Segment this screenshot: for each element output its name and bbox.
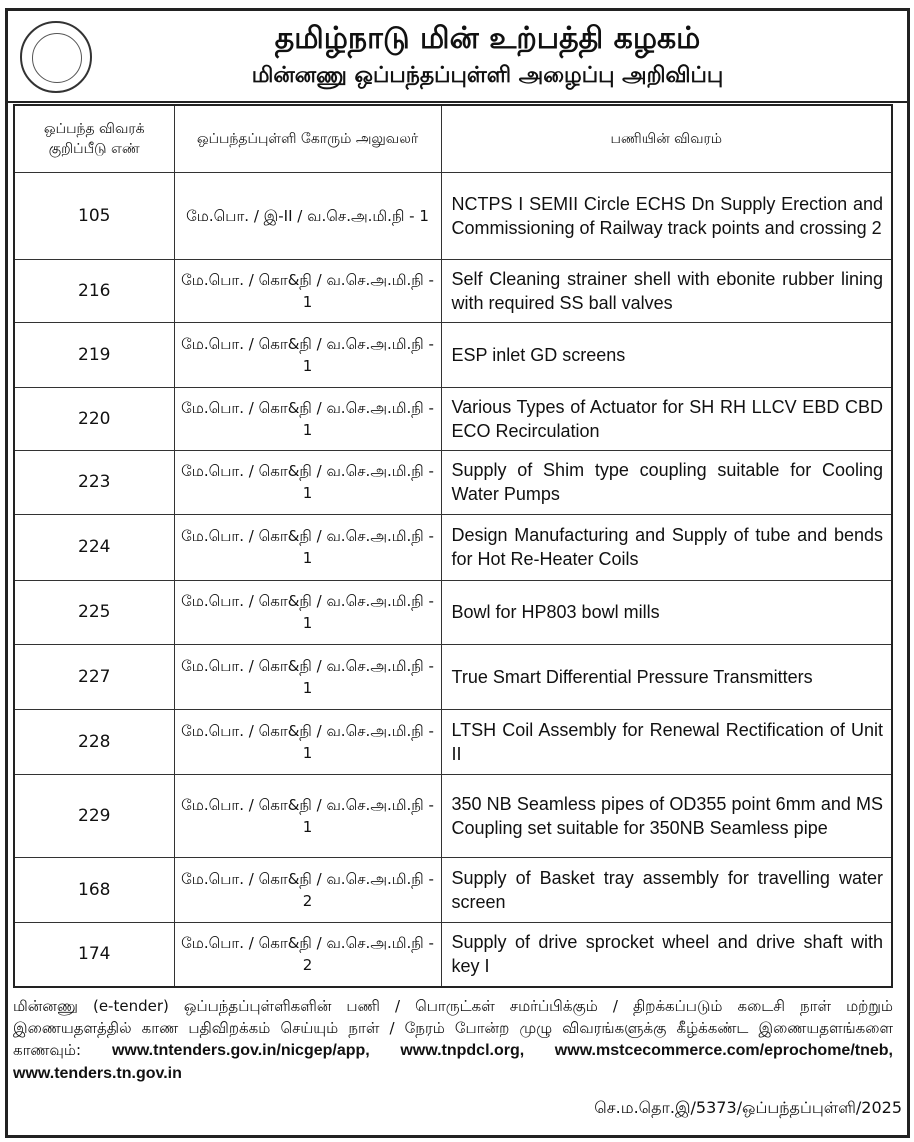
work-description: Self Cleaning strainer shell with ebonite rubber lining with required SS ball valves [441, 259, 892, 322]
table-row [14, 387, 892, 450]
organization-title: தமிழ்நாடு மின் உற்பத்தி கழகம் [274, 21, 701, 56]
officer: மே.பொ. / கொ&நி / வ.செ.அ.மி.நி - 1 [174, 580, 441, 644]
ref-number: 224 [14, 514, 174, 580]
table-row [14, 514, 892, 580]
ref-number: 174 [14, 922, 174, 987]
work-description: NCTPS I SEMII Circle ECHS Dn Supply Erection and Commissioning of Railway track points and crossing 2 [441, 172, 892, 259]
ref-number: 223 [14, 450, 174, 514]
officer: மே.பொ. / கொ&நி / வ.செ.அ.மி.நி - 1 [174, 322, 441, 387]
ref-number: 220 [14, 387, 174, 450]
work-description: 350 NB Seamless pipes of OD355 point 6mm and MS Coupling set suitable for 350NB Seamless pipe [441, 774, 892, 857]
ref-number: 219 [14, 322, 174, 387]
table-row [14, 857, 892, 922]
officer: மே.பொ. / கொ&நி / வ.செ.அ.மி.நி - 1 [174, 774, 441, 857]
work-description: Bowl for HP803 bowl mills [441, 580, 892, 644]
officer: மே.பொ. / கொ&நி / வ.செ.அ.மி.நி - 1 [174, 450, 441, 514]
officer: மே.பொ. / கொ&நி / வ.செ.அ.மி.நி - 2 [174, 922, 441, 987]
work-description: ESP inlet GD screens [441, 322, 892, 387]
officer: மே.பொ. / கொ&நி / வ.செ.அ.மி.நி - 1 [174, 709, 441, 774]
col-header-officer: ஒப்பந்தப்புள்ளி கோரும் அலுவலர் [174, 105, 441, 172]
col-header-ref: ஒப்பந்த விவரக் குறிப்பீடு எண் [14, 105, 174, 172]
col-header-description: பணியின் விவரம் [441, 105, 892, 172]
tender-table [13, 104, 893, 988]
footer-links[interactable]: www.tntenders.gov.in/nicgep/app, www.tnpdcl.org, www.mstcecommerce.com/eprochome/tneb, www.tenders.tn.gov.in [13, 1042, 893, 1082]
work-description: Various Types of Actuator for SH RH LLCV EBD CBD ECO Recirculation [441, 387, 892, 450]
table-row [14, 580, 892, 644]
table-row [14, 644, 892, 709]
table-row [14, 259, 892, 322]
work-description: Supply of Basket tray assembly for travelling water screen [441, 857, 892, 922]
work-description: True Smart Differential Pressure Transmitters [441, 644, 892, 709]
notice-subtitle: மின்னணு ஒப்பந்தப்புள்ளி அழைப்பு அறிவிப்பு [251, 63, 724, 88]
officer: மே.பொ. / கொ&நி / வ.செ.அ.மி.நி - 1 [174, 387, 441, 450]
table-row [14, 774, 892, 857]
footer-note [13, 995, 893, 1085]
ref-number: 105 [14, 172, 174, 259]
notice-reference: செ.ம.தொ.இ/5373/ஒப்பந்தப்புள்ளி/2025 [594, 1098, 902, 1117]
officer: மே.பொ. / கொ&நி / வ.செ.அ.மி.நி - 1 [174, 514, 441, 580]
officer: மே.பொ. / இ-II / வ.செ.அ.மி.நி - 1 [174, 172, 441, 259]
work-description: LTSH Coil Assembly for Renewal Rectification of Unit II [441, 709, 892, 774]
work-description: Supply of Shim type coupling suitable for Cooling Water Pumps [441, 450, 892, 514]
table-row [14, 172, 892, 259]
work-description: Design Manufacturing and Supply of tube and bends for Hot Re-Heater Coils [441, 514, 892, 580]
table-row [14, 709, 892, 774]
ref-number: 216 [14, 259, 174, 322]
ref-number: 229 [14, 774, 174, 857]
notice-header [8, 11, 907, 103]
officer: மே.பொ. / கொ&நி / வ.செ.அ.மி.நி - 1 [174, 644, 441, 709]
table-row [14, 450, 892, 514]
table-row [14, 322, 892, 387]
officer: மே.பொ. / கொ&நி / வ.செ.அ.மி.நி - 1 [174, 259, 441, 322]
ref-number: 227 [14, 644, 174, 709]
ref-number: 228 [14, 709, 174, 774]
ref-number: 225 [14, 580, 174, 644]
officer: மே.பொ. / கொ&நி / வ.செ.அ.மி.நி - 2 [174, 857, 441, 922]
footer-text: மின்னணு (e-tender) ஒப்பந்தப்புள்ளிகளின் பணி / பொருட்கள் சமர்ப்பிக்கும் / திறக்கப்படும் கடைசி நாள் மற்றும் இணையதளத்தில் காண பதிவிறக்கம் செய்யும் நாள் / நேரம் போன்ற முழு விவரங்களுக்கு கீழ்க்கண்ட இணையதளங்களை காணவும்: [13, 997, 893, 1059]
ref-number: 168 [14, 857, 174, 922]
work-description: Supply of drive sprocket wheel and drive shaft with key I [441, 922, 892, 987]
table-row [14, 922, 892, 987]
